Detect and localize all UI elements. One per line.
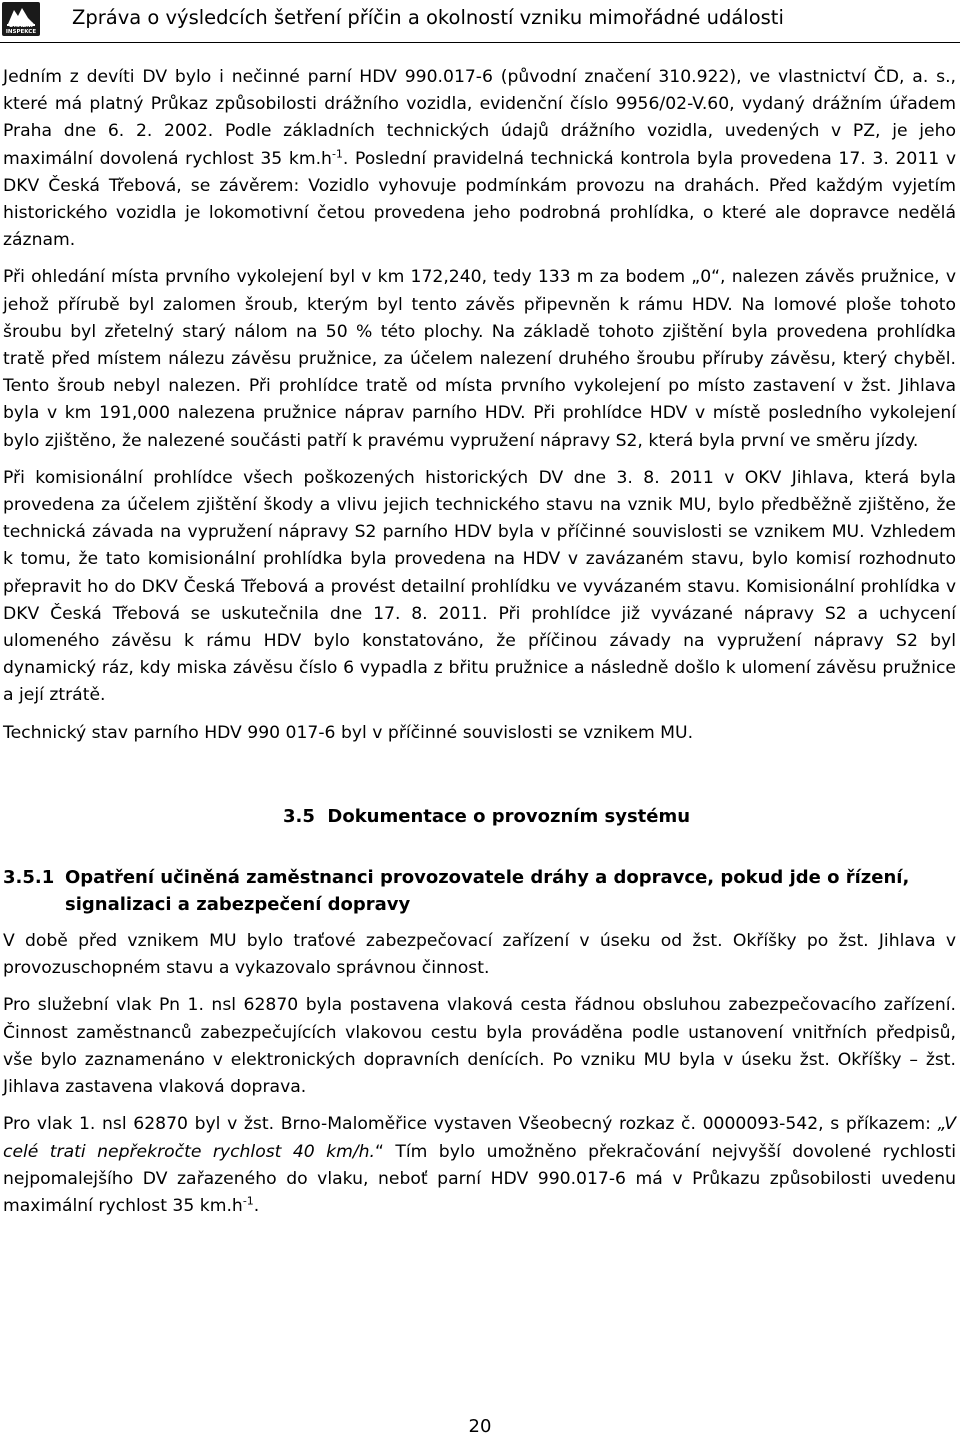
page-number: 20	[468, 1416, 492, 1437]
paragraph-site-inspection: Při ohledání místa prvního vykolejení byl v km 172,240, tedy 133 m za bodem „0“, nalezen závěs pružnice, v jehož přírubě byl zalomen šroub, kterým byl tento závěs připevněn k rámu HDV. Na lomové ploše tohoto šroubu byl zřetelný starý nálom na 50 % této plochy. Na základě tohoto zjištění byla provedena prohlídka tratě před místem nálezu závěsu pružnice, za účelem nalezení druhého šroubu příruby závěsu, který chyběl. Tento šroub nebyl nalezen. Při prohlídce tratě od místa prvního vykolejení po místo zastavení v žst. Jihlava byla v km 191,000 nalezena pružnice náprav parního HDV. Při prohlídce HDV v místě posledního vykolejení bylo zjištěno, že nalezené součásti patří k pravému vypružení nápravy S2, která byla první ve směru jízdy.	[3, 267, 956, 451]
paragraph-text: . Poslední pravidelná technická kontrola byla provedena 17. 3. 2011 v DKV Česká Třebová, se závěrem: Vozidlo vyhovuje podmínkám provozu na drahách. Před každým vyjetím historického vozidla je lokomotivní četou provedena jeho podrobná prohlídka, o které ale dopravce nedělá záznam.	[3, 148, 957, 251]
quoted-order: „V celé trati nepřekročte rychlost 40 km/h.	[3, 1114, 956, 1162]
section-number: 3.5.1	[3, 867, 55, 889]
section-title: Dokumentace o provozním systému	[327, 805, 691, 827]
superscript: -1	[331, 146, 343, 160]
header-divider	[0, 42, 960, 43]
paragraph-text: Pro vlak 1. nsl 62870 byl v žst. Brno-Maloměřice vystaven Všeobecný rozkaz č. 0000093-542, s příkazem:	[3, 1114, 938, 1135]
paragraph-signalling-state: V době před vznikem MU bylo traťové zabezpečovací zařízení v úseku od žst. Okříšky po žst. Jihlava v provozuschopném stavu a vykazovalo správnou činnost.	[3, 931, 956, 979]
paragraph-commission-inspection: Při komisionální prohlídce všech poškozených historických DV dne 3. 8. 2011 v OKV Jihlava, která byla provedena za účelem zjištění škody a vlivu jejich technického stavu na vznik MU, bylo předběžně zjištěno, že technická závada na vypružení nápravy S2 parního HDV byla v příčinné souvislosti se vznikem MU. Vzhledem k tomu, že tato komisionální prohlídka byla provedena na HDV v zavázaném stavu, bylo komisí rozhodnuto přepravit ho do DKV Česká Třebová a provést detailní prohlídku ve vyvázaném stavu. Komisionální prohlídka v DKV Česká Třebová se uskutečnila dne 17. 8. 2011. Při prohlídce již vyvázané nápravy S2 a uchycení ulomeného závěsu k rámu HDV bylo konstatováno, že příčinou závady na vypružení nápravy S2 byl dynamický ráz, kdy miska závěsu číslo 6 vypadla z břitu pružnice a následně došlo k ulomení závěsu pružnice a její ztrátě.	[3, 467, 956, 706]
paragraph-text: “ Tím bylo umožněno překračování nejvyšší dovolené rychlosti nejpomalejšího DV zařazeného do vlaku, neboť parní HDV 990.017-6 má v Průkazu způsobilosti uvedenu maximální rychlost 35 km.h	[3, 1141, 956, 1216]
paragraph-vehicle-info	[3, 64, 956, 254]
paragraph-text: Jedním z devíti DV bylo i nečinné parní HDV 990.017-6 (původní značení 310.922), ve vlastnictví ČD, a. s., které má platný Průkaz způsobilosti drážního vozidla, evidenční číslo 9956/02-V.60, vydaný drážním úřadem Praha dne 6. 2. 2002. Podle základních technických údajů drážního vozidla, uvedených v PZ, je jeho maximální dovolená rychlost 35 km.h	[3, 67, 956, 169]
section-title: Opatření učiněná zaměstnanci provozovatele dráhy a dopravce, pokud jde o řízení, signalizaci a zabezpečení dopravy	[65, 867, 910, 916]
section-number: 3.5	[282, 805, 315, 827]
superscript: -1	[242, 1194, 254, 1208]
drazni-inspekce-logo	[2, 2, 40, 36]
paragraph-technical-state: Technický stav parního HDV 990 017-6 byl v příčinné souvislosti se vznikem MU.	[3, 722, 694, 743]
paragraph-train-route: Pro služební vlak Pn 1. nsl 62870 byla postavena vlaková cesta řádnou obsluhou zabezpečovacího zařízení. Činnost zaměstnanců zabezpečujících vlakovou cestu byla prováděna podle ustanovení vnitřních předpisů, vše bylo zaznamenáno v elektronických dopravních denících. Po vzniku MU byla v úseku žst. Okříšky – žst. Jihlava zastavena vlaková doprava.	[3, 995, 956, 1098]
paragraph-general-order	[3, 1111, 956, 1220]
paragraph-text: .	[253, 1195, 260, 1216]
document-title: Zpráva o výsledcích šetření příčin a okolností vzniku mimořádné události	[72, 6, 784, 29]
page-header	[0, 0, 960, 44]
section-heading-3-5	[3, 803, 956, 830]
section-heading-3-5-1	[3, 864, 956, 918]
logo-text: DRÁŽNÍ INSPEKCE	[5, 23, 37, 35]
document-body	[3, 64, 956, 1230]
